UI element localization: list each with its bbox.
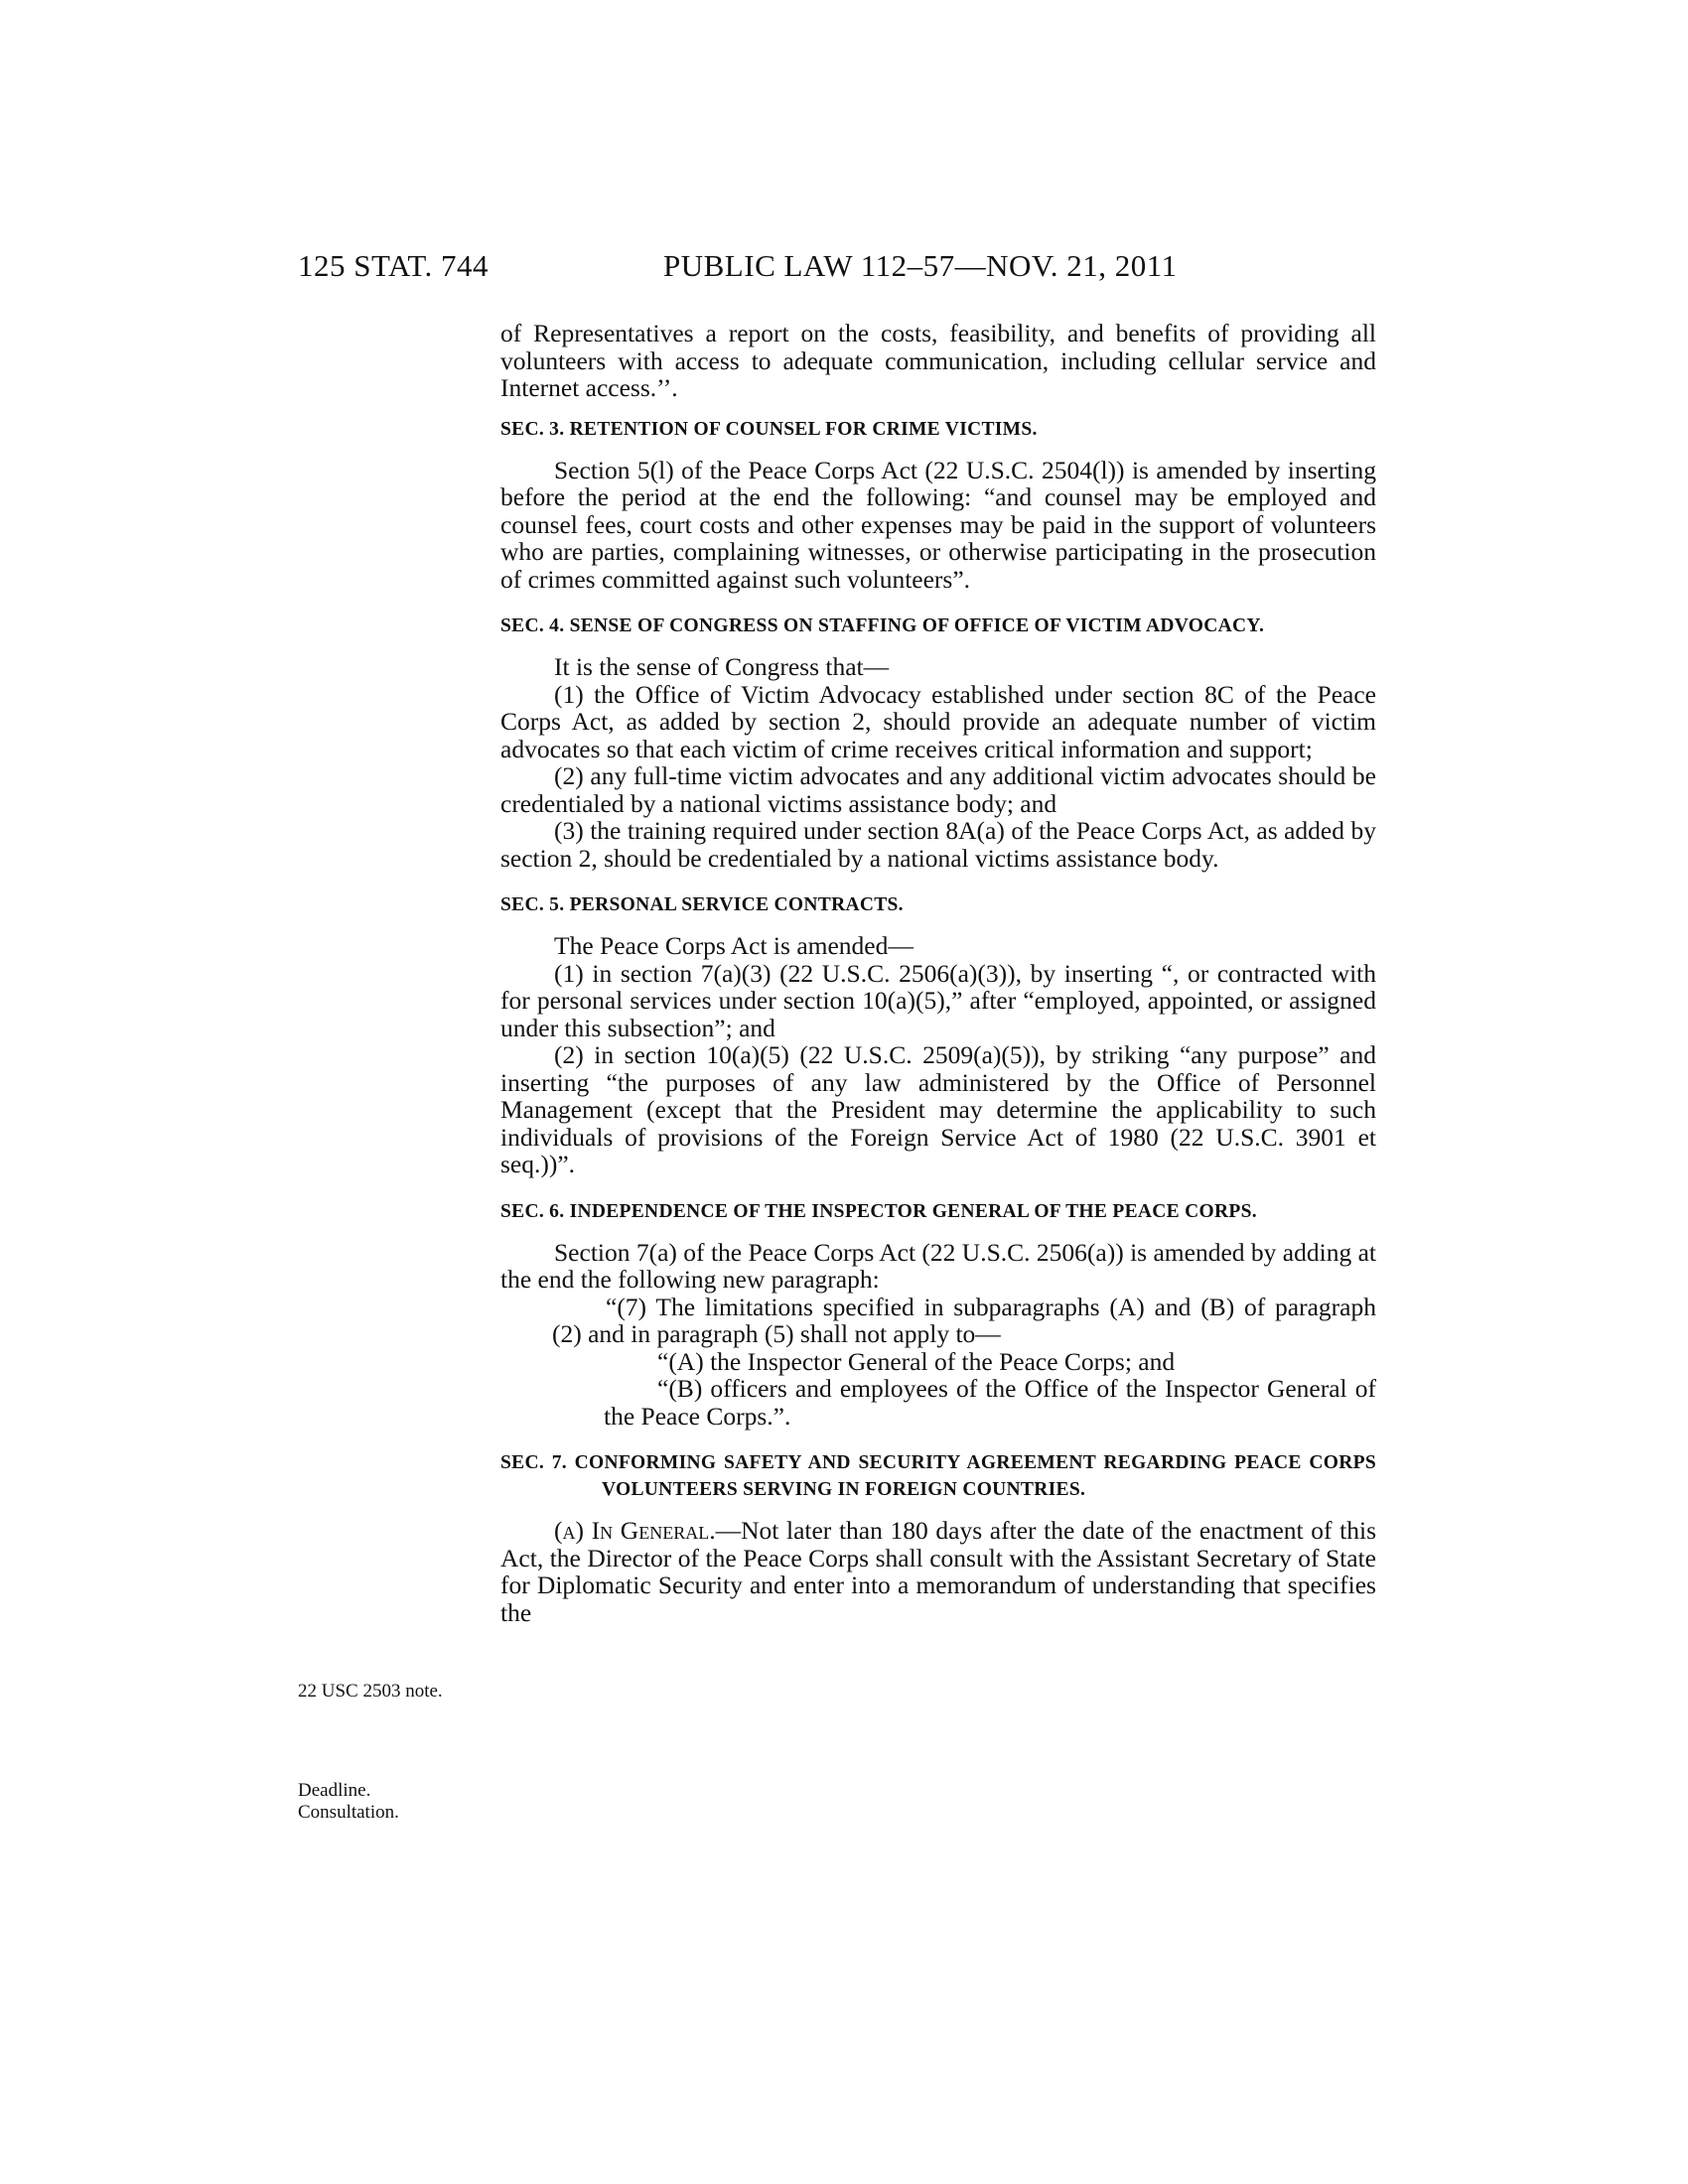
margin-note-deadline [298, 1780, 447, 1824]
section-4-item: (2) any full-time victim advocates and any additional victim advocates should be credentialed by a national victims assistance body; and [500, 761, 1376, 818]
body-text [500, 320, 1376, 1626]
statute-page-reference: 125 STAT. 744 [298, 248, 490, 283]
public-law-title: PUBLIC LAW 112–57—NOV. 21, 2011 [663, 248, 1178, 283]
margin-note-deadline-label: Deadline. [298, 1780, 371, 1801]
section-4-item: (1) the Office of Victim Advocacy established under section 8C of the Peace Corps Act, as added by section 2, should provide an adequate number of victim advocates so that each victim of crime receives critical information and support; [500, 679, 1376, 763]
section-6-heading: SEC. 6. INDEPENDENCE OF THE INSPECTOR GENERAL OF THE PEACE CORPS. [500, 1200, 1257, 1222]
section-3-heading: SEC. 3. RETENTION OF COUNSEL FOR CRIME VICTIMS. [500, 418, 1038, 440]
section-6-subparagraph-b: “(B) officers and employees of the Office of the Inspector General of the Peace Corps.”. [604, 1374, 1376, 1431]
section-4-intro: It is the sense of Congress that— [554, 652, 890, 681]
section-7-heading: SEC. 7. CONFORMING SAFETY AND SECURITY AGREEMENT REGARDING PEACE CORPS VOLUNTEERS SERVING IN FOREIGN COUNTRIES. [500, 1452, 1376, 1500]
section-6-text: Section 7(a) of the Peace Corps Act (22 U.S.C. 2506(a)) is amended by adding at the end the following new paragraph: [500, 1237, 1376, 1294]
section-4-heading: SEC. 4. SENSE OF CONGRESS ON STAFFING OF OFFICE OF VICTIM ADVOCACY. [500, 615, 1265, 636]
section-3-text: Section 5(l) of the Peace Corps Act (22 U.S.C. 2504(l)) is amended by inserting before the period at the end the following: “and counsel may be employed and counsel fees, court costs and other expenses may be paid in the support of volunteers who are parties, complaining witnesses, or otherwise participating in the prosecution of crimes committed against such volunteers”. [500, 455, 1376, 594]
margin-note-usc: 22 USC 2503 note. [298, 1681, 443, 1702]
section-5-heading: SEC. 5. PERSONAL SERVICE CONTRACTS. [500, 894, 904, 915]
section-7-subsection-a-text: —Not later than 180 days after the date of the enactment of this Act, the Director of the Peace Corps shall consult with the Assistant Secretary of State for Diplomatic Security and enter into a memorandum of understanding that specifies the [500, 1516, 1376, 1627]
page-header [298, 248, 1380, 288]
section-7-subsection-a [500, 1517, 1376, 1626]
section-7-subsection-a-label: (a) In General. [554, 1516, 716, 1545]
section-6-subparagraph-a: “(A) the Inspector General of the Peace Corps; and [657, 1346, 1176, 1376]
section-5-item: (2) in section 10(a)(5) (22 U.S.C. 2509(a)(5)), by striking “any purpose” and inserting “the purposes of any law administered by the Office of Personnel Management (except that the President may determine the applicability to such individuals of provisions of the Foreign Service Act of 1980 (22 U.S.C. 3901 et seq.))”. [500, 1040, 1376, 1178]
section-4-item: (3) the training required under section 8A(a) of the Peace Corps Act, as added by section 2, should be credentialed by a national victims assistance body. [500, 816, 1376, 873]
section-5-intro: The Peace Corps Act is amended— [554, 931, 914, 960]
section-5-item: (1) in section 7(a)(3) (22 U.S.C. 2506(a)(3)), by inserting “, or contracted with for personal services under section 10(a)(5),” after “employed, appointed, or assigned under this subsection”; and [500, 958, 1376, 1042]
section-6-paragraph-7: “(7) The limitations specified in subparagraphs (A) and (B) of paragraph (2) and in paragraph (5) shall not apply to— [552, 1292, 1376, 1348]
margin-note-consultation-label: Consultation. [298, 1802, 399, 1823]
continuation-paragraph: of Representatives a report on the costs, feasibility, and benefits of providing all volunteers with access to adequate communication, including cellular service and Internet access.’’. [500, 319, 1376, 402]
